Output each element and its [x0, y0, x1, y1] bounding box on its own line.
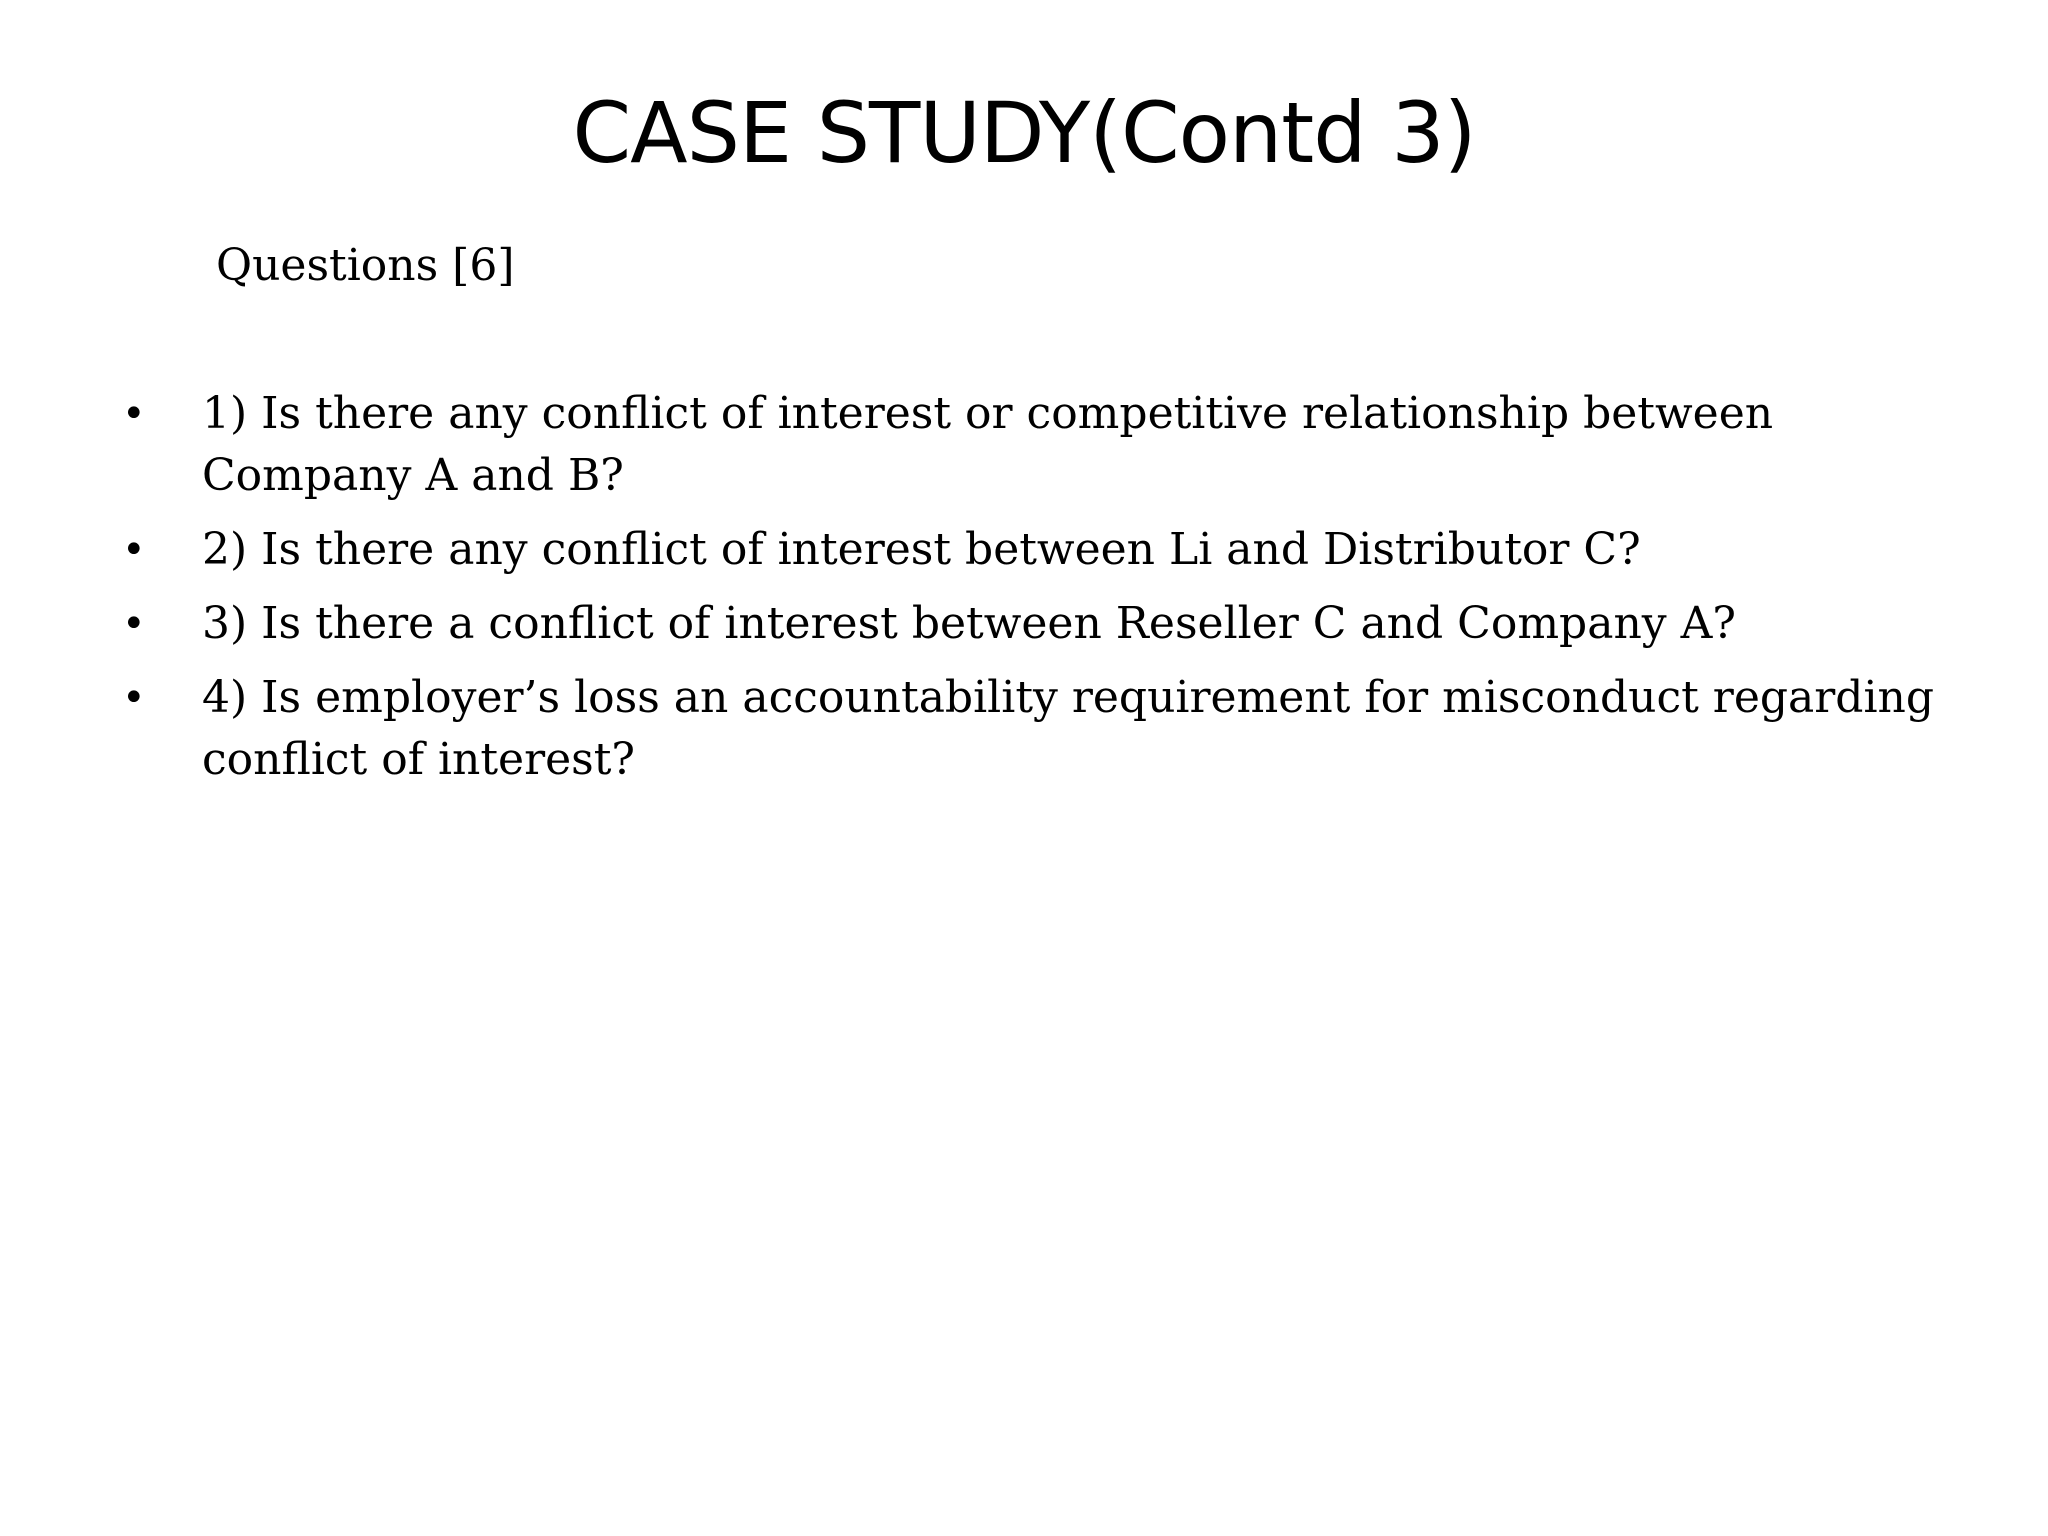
question-text: 3) Is there a conflict of interest between Reseller C and Company A?	[202, 598, 1736, 649]
question-text: 1) Is there any conflict of interest or competitive relationship between Company A and B?	[202, 388, 1774, 501]
bullet-icon: •	[122, 675, 146, 721]
question-item	[0, 593, 2048, 655]
questions-heading: Questions [6]	[216, 240, 515, 291]
question-item	[0, 383, 2048, 507]
question-text: 2) Is there any conflict of interest between Li and Distributor C?	[202, 524, 1641, 575]
bullet-icon: •	[122, 391, 146, 437]
question-item	[0, 667, 2048, 791]
bullet-icon: •	[122, 527, 146, 573]
questions-list	[0, 383, 2048, 803]
slide-title: CASE STUDY(Contd 3)	[572, 84, 1476, 182]
question-item	[0, 519, 2048, 581]
bullet-icon: •	[122, 601, 146, 647]
question-text: 4) Is employer’s loss an accountability requirement for misconduct regarding conflict of interest?	[202, 672, 1935, 785]
